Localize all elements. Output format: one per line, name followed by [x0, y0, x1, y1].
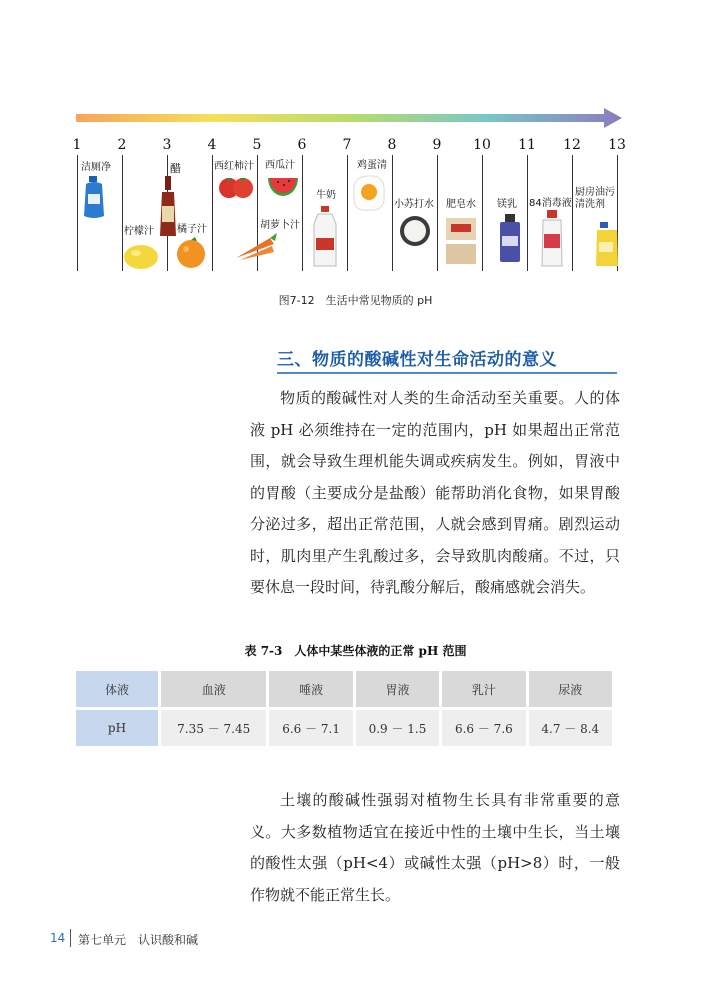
scale-divider	[347, 155, 348, 271]
milk-bottle-icon	[312, 206, 338, 268]
carrot-icon	[234, 232, 278, 262]
item-label-84-disinfectant: 84消毒液	[529, 198, 572, 209]
table-header-cell: 体液	[76, 671, 158, 707]
scale-divider	[212, 155, 213, 271]
item-label-soap-water: 肥皂水	[446, 199, 476, 210]
ph-gradient-arrow	[76, 106, 624, 130]
scale-divider	[392, 155, 393, 271]
table-cell: 6.6 － 7.1	[269, 710, 352, 746]
table-cell: 4.7 － 8.4	[529, 710, 612, 746]
table-header-cell: 乳汁	[442, 671, 525, 707]
table-header-cell: 唾液	[269, 671, 352, 707]
table-header-cell: 胃液	[356, 671, 439, 707]
item-label-milk: 牛奶	[316, 190, 336, 201]
body-paragraph-1: 物质的酸碱性对人类的生命活动至关重要。人的体液 pH 必须维持在一定的范围内，pH 如果超出正常范围，就会导致生理机能失调或疾病发生。例如，胃液中的胃酸（主要成分是盐酸）能帮助消化食物，如果胃酸分泌过多，超出正常范围，人就会感到胃痛。剧烈运动时，肌肉里产生乳酸过多，会导致肌肉酸痛。不过，只要休息一段时间，待乳酸分解后，酸痛感就会消失。	[250, 389, 620, 596]
footer-divider	[70, 929, 71, 947]
ph-tick-label: 5	[252, 137, 262, 153]
tomato-icon	[218, 174, 254, 200]
item-label-toilet-cleaner: 洁厕净	[81, 162, 111, 173]
table-row	[76, 710, 612, 746]
section-heading: 三、物质的酸碱性对生命活动的意义	[277, 350, 557, 370]
ph-tick-label: 13	[608, 137, 626, 153]
scale-divider	[482, 155, 483, 271]
ph-tick-label: 10	[473, 137, 491, 153]
ph-tick-label: 4	[207, 137, 217, 153]
ph-tick-label: 12	[563, 137, 581, 153]
ph-tick-label: 6	[297, 137, 307, 153]
ph-tick-label: 2	[117, 137, 127, 153]
soap-bar-icon	[444, 216, 478, 266]
body-paragraph-2: 土壤的酸碱性强弱对植物生长具有非常重要的意义。大多数植物适宜在接近中性的土壤中生长，当土壤的酸性太强（pH<4）或碱性太强（pH>8）时，一般作物就不能正常生长。	[250, 791, 620, 904]
orange-icon	[173, 237, 209, 269]
ph-tick-label: 1	[72, 137, 82, 153]
table-cell: 0.9 － 1.5	[356, 710, 439, 746]
table-header-cell: 血液	[161, 671, 266, 707]
ph-tick-label: 11	[518, 137, 536, 153]
figure-caption: 图7-12 生活中常见物质的 pH	[278, 294, 433, 307]
table-title: 表 7-3 人体中某些体液的正常 pH 范围	[244, 644, 467, 658]
item-label-tomato-juice: 西红柿汁	[214, 161, 254, 172]
scale-divider	[302, 155, 303, 271]
item-label-vinegar: 醋	[170, 162, 181, 175]
table-cell: 7.35 － 7.45	[161, 710, 266, 746]
ph-range-table	[73, 668, 615, 749]
item-label-watermelon-juice: 西瓜汁	[265, 160, 295, 171]
item-label-kitchen-degreaser: 厨房油污清洗剂	[575, 187, 615, 210]
table-header-row	[76, 671, 612, 707]
item-label-lemon-juice: 柠檬汁	[124, 226, 154, 237]
vinegar-bottle-icon	[158, 176, 178, 238]
heading-underline	[277, 372, 617, 374]
degreaser-bottle-icon	[594, 222, 620, 268]
table-row-label: pH	[76, 710, 158, 746]
ph-tick-label: 8	[387, 137, 397, 153]
scale-divider	[527, 155, 528, 271]
watermelon-icon	[266, 176, 300, 198]
bleach-bottle-icon	[82, 176, 106, 220]
scale-divider	[437, 155, 438, 271]
item-label-milk-of-magnesia: 镁乳	[497, 199, 517, 210]
item-label-carrot-juice: 胡萝卜汁	[260, 220, 300, 231]
egg-icon	[350, 172, 388, 214]
scale-divider	[572, 155, 573, 271]
ph-tick-label: 9	[432, 137, 442, 153]
table-header-cell: 尿液	[529, 671, 612, 707]
item-label-egg-white: 鸡蛋清	[357, 160, 387, 171]
ph-tick-label: 7	[342, 137, 352, 153]
table-cell: 6.6 － 7.6	[442, 710, 525, 746]
page-number: 14	[50, 931, 66, 945]
item-label-baking-soda: 小苏打水	[394, 199, 434, 210]
item-label-orange-juice: 橘子汁	[177, 224, 207, 235]
disinfectant-bottle-icon	[540, 210, 564, 268]
scale-divider	[77, 155, 78, 271]
unit-title: 第七单元 认识酸和碱	[78, 933, 199, 947]
lemon-icon	[122, 242, 160, 270]
ph-tick-label: 3	[162, 137, 172, 153]
baking-soda-bowl-icon	[398, 214, 432, 248]
magnesia-bottle-icon	[498, 214, 522, 264]
